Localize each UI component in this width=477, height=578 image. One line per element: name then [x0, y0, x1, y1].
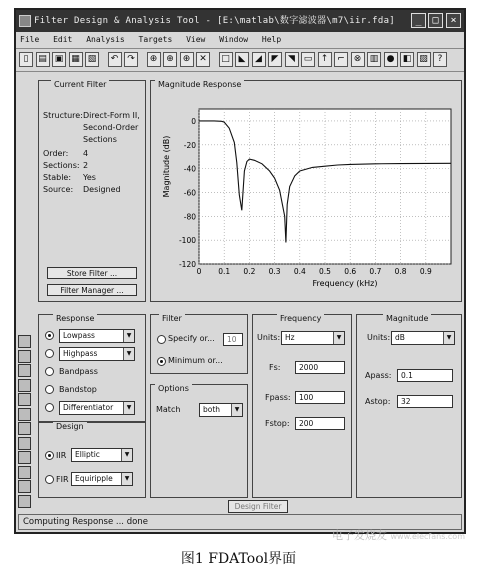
- apass-input[interactable]: 0.1: [397, 369, 453, 382]
- x-tick-label: 0.9: [419, 267, 432, 276]
- minimize-button[interactable]: _: [411, 13, 426, 28]
- side-tab-12[interactable]: [18, 495, 31, 508]
- fir-type-select[interactable]: [71, 472, 133, 486]
- menu-edit[interactable]: Edit: [53, 35, 73, 44]
- design-method-title: Design: [53, 422, 87, 432]
- iir-type-select[interactable]: [71, 448, 133, 462]
- astop-input[interactable]: 32: [397, 395, 453, 408]
- side-tab-4[interactable]: [18, 379, 31, 392]
- menu-file[interactable]: File: [20, 35, 40, 44]
- y-tick-label: -120: [178, 260, 196, 269]
- response-radio-bandstop[interactable]: [45, 385, 54, 394]
- x-tick-label: 0.3: [268, 267, 281, 276]
- side-tab-10[interactable]: [18, 466, 31, 479]
- cf-key: Order:: [43, 149, 69, 158]
- magnitude-response-panel: [150, 80, 462, 302]
- magnitude-icon[interactable]: ◣: [235, 52, 249, 67]
- fdatool-window: [14, 8, 466, 534]
- x-tick-label: 0.8: [394, 267, 407, 276]
- y-tick-label: -60: [183, 188, 196, 198]
- current-filter-title: Current Filter: [51, 80, 109, 90]
- x-axis-label: Frequency (kHz): [312, 279, 378, 288]
- y-axis-label: Magnitude (dB): [162, 135, 171, 198]
- apass-label: Apass:: [365, 371, 392, 380]
- side-tab-3[interactable]: [18, 364, 31, 377]
- mag-phase-icon[interactable]: ◤: [268, 52, 282, 67]
- x-tick-label: 0.6: [344, 267, 357, 276]
- side-tab-2[interactable]: [18, 350, 31, 363]
- iir-type-value: Elliptic: [75, 450, 100, 459]
- fpass-label: Fpass:: [265, 393, 291, 402]
- specify-order-label: Specify or...: [168, 334, 215, 343]
- cf-value: Designed: [83, 185, 121, 194]
- astop-label: Astop:: [365, 397, 391, 406]
- open-icon[interactable]: ▤: [36, 52, 50, 67]
- chevron-down-icon: ▼: [121, 473, 132, 485]
- undo-icon[interactable]: ↶: [108, 52, 122, 67]
- current-filter-panel: [38, 80, 146, 302]
- chevron-down-icon: ▼: [333, 332, 344, 344]
- side-tab-strip: [18, 335, 32, 513]
- response-radio-differentiator[interactable]: [45, 403, 54, 412]
- menu-bar: [16, 32, 464, 49]
- match-select[interactable]: [199, 403, 243, 417]
- magnitude-specs-panel: [356, 314, 462, 498]
- fstop-input[interactable]: 200: [295, 417, 345, 430]
- response-select-value: Differentiator: [63, 403, 114, 412]
- response-select-value: Lowpass: [63, 331, 95, 340]
- cf-key: Structure:: [43, 111, 83, 120]
- minimum-order-label: Minimum or...: [168, 356, 223, 365]
- cost-icon[interactable]: ◧: [400, 52, 414, 67]
- magnitude-chart[interactable]: [151, 81, 461, 301]
- phase-icon[interactable]: ◢: [252, 52, 266, 67]
- save-icon[interactable]: ▣: [52, 52, 66, 67]
- print-to-figure-icon[interactable]: ▨: [417, 52, 431, 67]
- watermark: [332, 527, 465, 543]
- zoom-in-y-icon[interactable]: ⊕: [180, 52, 194, 67]
- print-preview-icon[interactable]: ▧: [85, 52, 99, 67]
- watermark-name: 电子发烧友: [332, 529, 387, 542]
- chevron-down-icon: ▼: [231, 404, 242, 416]
- plot-area[interactable]: [199, 109, 451, 264]
- magnitude-response-title: Magnitude Response: [155, 80, 244, 90]
- specify-order-radio[interactable]: [157, 335, 166, 344]
- filter-order-title: Filter: [159, 314, 185, 324]
- response-select-differentiator[interactable]: [59, 401, 135, 415]
- coefficients-icon[interactable]: ▥: [367, 52, 381, 67]
- mag-units-select[interactable]: [391, 331, 455, 345]
- y-tick-label: -80: [183, 212, 196, 222]
- y-tick-label: 0: [191, 116, 196, 126]
- zoom-in-icon[interactable]: ⊕: [147, 52, 161, 67]
- menu-analysis[interactable]: Analysis: [86, 35, 125, 44]
- cf-value: Yes: [83, 173, 96, 182]
- response-radio-lowpass[interactable]: [45, 331, 54, 340]
- cf-key: Stable:: [43, 173, 72, 182]
- x-tick-label: 0: [196, 267, 202, 276]
- cf-value: 4: [83, 149, 89, 158]
- phase-delay-icon[interactable]: ▭: [301, 52, 315, 67]
- options-title: Options: [155, 384, 192, 394]
- pole-zero-icon[interactable]: ⊗: [351, 52, 365, 67]
- store-filter-button[interactable]: Store Filter ...: [47, 267, 137, 279]
- y-tick-label: -20: [183, 140, 196, 150]
- new-icon[interactable]: ▯: [19, 52, 33, 67]
- menu-window[interactable]: Window: [219, 35, 249, 44]
- x-tick-label: 0.5: [319, 267, 331, 276]
- fir-type-value: Equiripple: [75, 474, 113, 483]
- response-label-bandstop: Bandstop: [59, 385, 97, 394]
- response-type-title: Response: [53, 314, 97, 324]
- zoom-in-x-icon[interactable]: ⊕: [163, 52, 177, 67]
- x-tick-label: 0.2: [243, 267, 256, 276]
- response-radio-highpass[interactable]: [45, 349, 54, 358]
- chevron-down-icon: ▼: [123, 330, 134, 342]
- filter-order-panel: [150, 314, 248, 374]
- freq-units-value: Hz: [285, 333, 295, 342]
- chevron-down-icon: ▼: [121, 449, 132, 461]
- cf-key: Source:: [43, 185, 74, 194]
- fpass-input[interactable]: 100: [295, 391, 345, 404]
- menu-view[interactable]: View: [186, 35, 206, 44]
- side-tab-1[interactable]: [18, 335, 31, 348]
- response-type-panel: [38, 314, 146, 422]
- response-select-highpass[interactable]: [59, 347, 135, 361]
- cf-key: Sections:: [43, 161, 80, 170]
- chevron-down-icon: ▼: [123, 402, 134, 414]
- side-tab-5[interactable]: [18, 393, 31, 406]
- menu-targets[interactable]: Targets: [138, 35, 173, 44]
- figure-caption: 图1 FDATool界面: [180, 551, 297, 567]
- watermark-url: www.elecfans.com: [390, 532, 465, 541]
- side-tab-9[interactable]: [18, 451, 31, 464]
- mag-units-value: dB: [395, 333, 405, 342]
- response-label-bandpass: Bandpass: [59, 367, 98, 376]
- whats-this-icon[interactable]: ?: [433, 52, 447, 67]
- y-tick-label: -40: [183, 164, 196, 174]
- magnitude-specs-title: Magnitude: [383, 314, 431, 324]
- x-tick-label: 0.7: [369, 267, 382, 276]
- chevron-down-icon: ▼: [443, 332, 454, 344]
- matlab-app-icon: [19, 15, 31, 27]
- redo-icon[interactable]: ↷: [124, 52, 138, 67]
- chevron-down-icon: ▼: [123, 348, 134, 360]
- design-filter-button[interactable]: Design Filter: [228, 500, 288, 513]
- order-input[interactable]: 10: [223, 333, 243, 346]
- response-radio-bandpass[interactable]: [45, 367, 54, 376]
- toolbar: [16, 49, 464, 72]
- freq-units-select[interactable]: [281, 331, 345, 345]
- design-method-panel: [38, 422, 146, 498]
- x-tick-label: 0.4: [293, 267, 306, 276]
- side-tab-6[interactable]: [18, 408, 31, 421]
- window-title: Filter Design & Analysis Tool - [E:\matlab\数字滤波器\m7\iir.fda]: [34, 16, 396, 26]
- frequency-specs-panel: [252, 314, 352, 498]
- fir-radio[interactable]: [45, 475, 54, 484]
- match-value: both: [203, 405, 221, 414]
- menu-help[interactable]: Help: [261, 35, 282, 44]
- cf-value: Sections: [83, 135, 117, 144]
- fstop-label: Fstop:: [265, 419, 290, 428]
- fs-label: Fs:: [269, 363, 281, 372]
- cf-value: 2: [83, 161, 89, 170]
- filter-spec-icon[interactable]: □: [219, 52, 233, 67]
- close-button[interactable]: ×: [446, 13, 461, 28]
- freq-units-label: Units:: [257, 333, 281, 342]
- full-view-icon[interactable]: ✕: [196, 52, 210, 67]
- info-icon[interactable]: ●: [384, 52, 398, 67]
- group-delay-icon[interactable]: ◥: [285, 52, 299, 67]
- step-icon[interactable]: ⌐: [334, 52, 348, 67]
- response-select-lowpass[interactable]: [59, 329, 135, 343]
- title-bar[interactable]: [16, 10, 464, 32]
- mag-units-label: Units:: [367, 333, 391, 342]
- match-label: Match: [156, 405, 181, 414]
- cf-value: Direct-Form II,: [83, 111, 140, 120]
- iir-radio[interactable]: [45, 451, 54, 460]
- response-select-value: Highpass: [63, 349, 98, 358]
- options-panel: [150, 384, 248, 498]
- filter-manager-button[interactable]: Filter Manager ...: [47, 284, 137, 296]
- side-tab-7[interactable]: [18, 422, 31, 435]
- x-tick-label: 0.1: [218, 267, 231, 276]
- side-tab-8[interactable]: [18, 437, 31, 450]
- cf-value: Second-Order: [83, 123, 139, 132]
- impulse-icon[interactable]: ↑: [318, 52, 332, 67]
- side-tab-11[interactable]: [18, 480, 31, 493]
- minimum-order-radio[interactable]: [157, 357, 166, 366]
- frequency-specs-title: Frequency: [277, 314, 324, 324]
- print-icon[interactable]: ▦: [69, 52, 83, 67]
- maximize-button[interactable]: □: [428, 13, 443, 28]
- fir-label: FIR: [56, 475, 69, 484]
- status-bar: Computing Response ... done: [18, 514, 462, 530]
- y-tick-label: -100: [178, 236, 196, 246]
- iir-label: IIR: [56, 451, 67, 460]
- fs-input[interactable]: 2000: [295, 361, 345, 374]
